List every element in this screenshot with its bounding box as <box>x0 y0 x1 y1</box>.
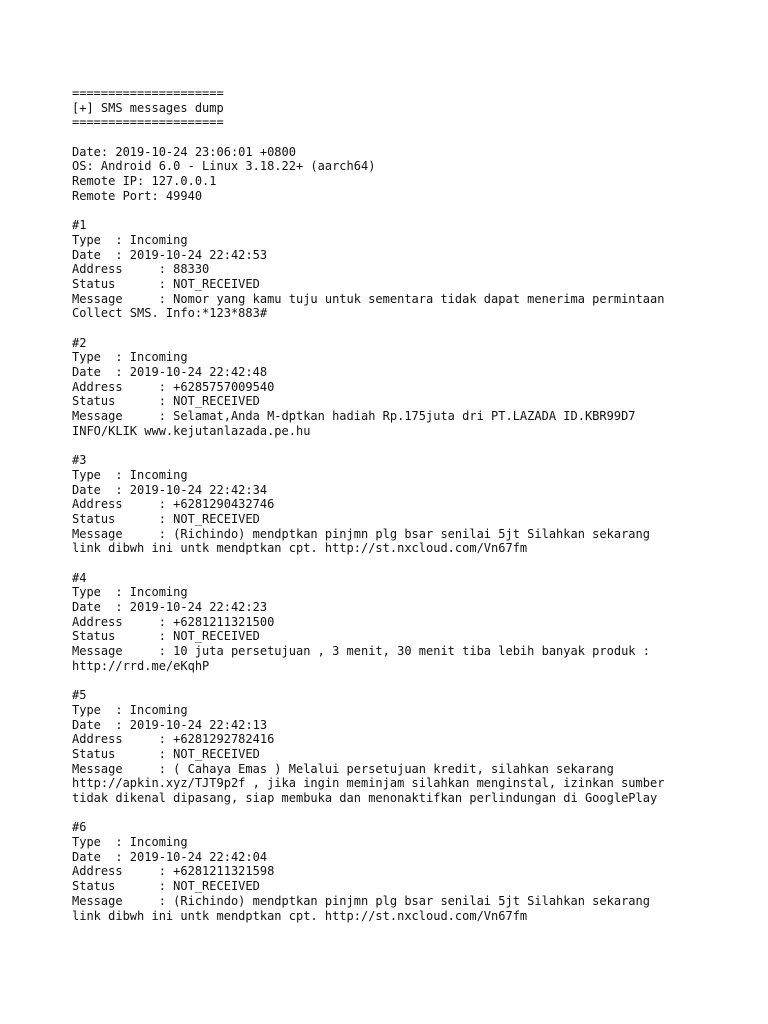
info-os: OS: Android 6.0 - Linux 3.18.22+ (aarch64) <box>72 159 376 174</box>
info-remote-port: Remote Port: 49940 <box>72 188 203 203</box>
sms-type: Type : Incoming <box>72 467 188 482</box>
sms-number: #2 <box>72 335 87 350</box>
sms-status: Status : NOT_RECEIVED <box>72 629 260 644</box>
sms-status: Status : NOT_RECEIVED <box>72 394 260 409</box>
sms-date: Date : 2019-10-24 22:42:23 <box>72 600 268 615</box>
sms-date: Date : 2019-10-24 22:42:34 <box>72 482 268 497</box>
sms-entry <box>72 688 752 806</box>
sms-message-line: http://rrd.me/eKqhP <box>72 658 210 673</box>
sms-address: Address : +6285757009540 <box>72 379 275 394</box>
sms-type: Type : Incoming <box>72 835 188 850</box>
info-remote-ip: Remote IP: 127.0.0.1 <box>72 174 217 189</box>
document-title: [+] SMS messages dump <box>72 100 224 115</box>
sms-message-line: Message : Nomor yang kamu tuju untuk sementara tidak dapat menerima permintaan <box>72 291 665 306</box>
sms-date: Date : 2019-10-24 22:42:13 <box>72 717 268 732</box>
sms-number: #5 <box>72 688 87 703</box>
sms-number: #1 <box>72 218 87 233</box>
sms-status: Status : NOT_RECEIVED <box>72 746 260 761</box>
sms-address: Address : +6281211321598 <box>72 864 275 879</box>
sms-number: #4 <box>72 570 87 585</box>
sms-message-line: INFO/KLIK www.kejutanlazada.pe.hu <box>72 423 311 438</box>
sms-address: Address : +6281211321500 <box>72 614 275 629</box>
sms-type: Type : Incoming <box>72 232 188 247</box>
sms-type: Type : Incoming <box>72 585 188 600</box>
sms-message-line: link dibwh ini untk mendptkan cpt. http://st.nxcloud.com/Vn67fm <box>72 541 528 556</box>
sms-entry <box>72 453 752 556</box>
sms-message-line: Message : ( Cahaya Emas ) Melalui persetujuan kredit, silahkan sekarang <box>72 761 614 776</box>
sms-entry <box>72 336 752 439</box>
sms-status: Status : NOT_RECEIVED <box>72 879 260 894</box>
sms-type: Type : Incoming <box>72 702 188 717</box>
sms-date: Date : 2019-10-24 22:42:48 <box>72 365 268 380</box>
spacer <box>72 130 752 145</box>
sms-type: Type : Incoming <box>72 350 188 365</box>
sms-entry <box>72 571 752 674</box>
spacer <box>72 806 752 821</box>
header-rule-top: ===================== <box>72 86 224 100</box>
header-rule-bottom: ===================== <box>72 115 224 130</box>
spacer <box>72 674 752 689</box>
sms-message-line: http://apkin.xyz/TJT9p2f , jika ingin meminjam silahkan menginstal, izinkan sumber <box>72 776 665 791</box>
sms-message-line: Message : (Richindo) mendptkan pinjmn plg bsar senilai 5jt Silahkan sekarang <box>72 893 650 908</box>
sms-message-line: Message : (Richindo) mendptkan pinjmn plg bsar senilai 5jt Silahkan sekarang <box>72 526 650 541</box>
sms-address: Address : +6281292782416 <box>72 732 275 747</box>
sms-status: Status : NOT_RECEIVED <box>72 276 260 291</box>
sms-status: Status : NOT_RECEIVED <box>72 511 260 526</box>
sms-address: Address : +6281290432746 <box>72 497 275 512</box>
sms-entry <box>72 218 752 321</box>
sms-message-line: link dibwh ini untk mendptkan cpt. http://st.nxcloud.com/Vn67fm <box>72 908 528 923</box>
spacer <box>72 321 752 336</box>
sms-date: Date : 2019-10-24 22:42:53 <box>72 247 268 262</box>
spacer <box>72 556 752 571</box>
sms-number: #6 <box>72 820 87 835</box>
sms-dump-document <box>72 86 752 923</box>
sms-message-line: Collect SMS. Info:*123*883# <box>72 306 268 321</box>
sms-entry <box>72 820 752 923</box>
sms-address: Address : 88330 <box>72 262 210 277</box>
info-date: Date: 2019-10-24 23:06:01 +0800 <box>72 144 296 159</box>
sms-message-line: Message : 10 juta persetujuan , 3 menit, 30 menit tiba lebih banyak produk : <box>72 644 650 659</box>
spacer <box>72 439 752 454</box>
sms-number: #3 <box>72 453 87 468</box>
sms-message-line: tidak dikenal dipasang, siap membuka dan menonaktifkan perlindungan di GooglePlay <box>72 791 658 805</box>
spacer <box>72 204 752 219</box>
sms-date: Date : 2019-10-24 22:42:04 <box>72 849 268 864</box>
sms-message-line: Message : Selamat,Anda M-dptkan hadiah Rp.175juta dri PT.LAZADA ID.KBR99D7 <box>72 409 636 424</box>
